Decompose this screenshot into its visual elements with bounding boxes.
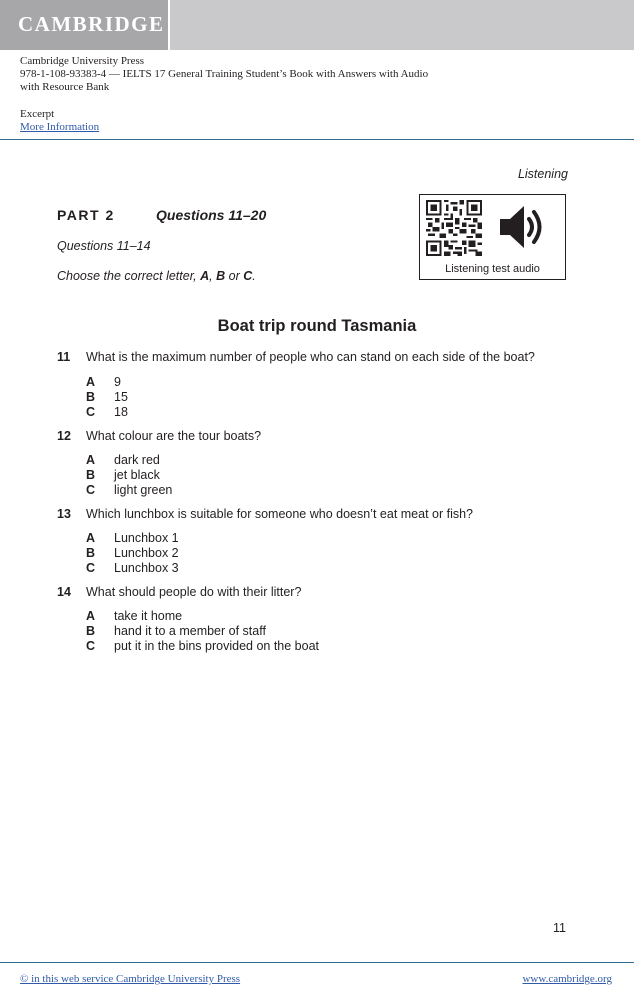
option-letter: B <box>86 546 96 560</box>
footer-divider <box>0 962 634 963</box>
option-letter: C <box>86 405 96 419</box>
brand-logo: CAMBRIDGE <box>18 12 165 36</box>
banner-divider <box>168 0 170 50</box>
q11-option-c[interactable] <box>0 405 634 421</box>
top-banner <box>0 0 634 50</box>
instruction-suffix: . <box>252 269 256 283</box>
excerpt-label: Excerpt <box>20 108 55 120</box>
option-letter: C <box>86 561 96 575</box>
book-title-line-2: with Resource Bank <box>20 81 110 93</box>
header-divider <box>0 139 634 140</box>
q12-option-b[interactable] <box>0 468 634 484</box>
option-text: dark red <box>114 453 160 467</box>
option-text: take it home <box>114 609 183 623</box>
instruction-letter-c: C <box>243 269 253 283</box>
option-text: jet black <box>114 468 160 482</box>
q14-option-a[interactable] <box>0 609 634 625</box>
option-text: 9 <box>114 375 121 389</box>
q13-option-b[interactable] <box>0 546 634 562</box>
option-text: hand it to a member of staff <box>114 624 266 638</box>
book-title-line-1: 978-1-108-93383-4 — IELTS 17 General Training Student’s Book with Answers with Audio <box>20 68 429 80</box>
section-label: Listening <box>517 167 568 181</box>
option-letter: B <box>86 468 96 482</box>
option-letter: A <box>86 609 96 623</box>
question-number: 13 <box>57 507 71 521</box>
question-number: 12 <box>57 429 71 443</box>
q14-option-b[interactable] <box>0 624 634 640</box>
part-title: PART 2 <box>57 207 115 223</box>
question-text: What colour are the tour boats? <box>86 429 262 443</box>
question-text: Which lunchbox is suitable for someone who doesn’t eat meat or fish? <box>86 507 474 521</box>
question-text: What is the maximum number of people who can stand on each side of the boat? <box>86 350 535 364</box>
q12-option-a[interactable] <box>0 453 634 469</box>
instruction-sep: , <box>209 269 217 283</box>
part-questions: Questions 11–20 <box>156 207 267 223</box>
instruction-letter-a: A <box>200 269 210 283</box>
question-range: Questions 11–14 <box>57 239 151 253</box>
q14-option-c[interactable] <box>0 639 634 655</box>
page-number: 11 <box>553 921 566 935</box>
copyright-link[interactable]: © in this web service Cambridge University Press <box>20 973 241 985</box>
q11-option-a[interactable] <box>0 375 634 391</box>
instruction-letter-b: B <box>216 269 226 283</box>
q12-option-c[interactable] <box>0 483 634 499</box>
option-letter: C <box>86 639 96 653</box>
speaker-icon[interactable] <box>498 203 550 251</box>
question-text: What should people do with their litter? <box>86 585 302 599</box>
option-letter: B <box>86 624 96 638</box>
option-text: 18 <box>114 405 128 419</box>
q11-option-b[interactable] <box>0 390 634 406</box>
document-title: Boat trip round Tasmania <box>217 317 417 335</box>
question-number: 14 <box>57 585 71 599</box>
cambridge-site-link[interactable]: www.cambridge.org <box>522 973 612 985</box>
instruction-prefix: Choose the correct letter, <box>57 269 201 283</box>
instruction-or: or <box>225 269 244 283</box>
publisher-line: Cambridge University Press <box>20 55 145 67</box>
option-text: Lunchbox 1 <box>114 531 179 545</box>
option-letter: A <box>86 375 96 389</box>
q13-option-c[interactable] <box>0 561 634 577</box>
option-text: light green <box>114 483 173 497</box>
qr-code-icon[interactable] <box>426 200 482 256</box>
q13-option-a[interactable] <box>0 531 634 547</box>
more-information-link[interactable]: More Information <box>20 121 100 133</box>
audio-box[interactable] <box>419 194 566 280</box>
option-text: Lunchbox 2 <box>114 546 179 560</box>
option-text: 15 <box>114 390 128 404</box>
option-text: put it in the bins provided on the boat <box>114 639 320 653</box>
question-number: 11 <box>57 350 71 364</box>
option-text: Lunchbox 3 <box>114 561 179 575</box>
instruction <box>57 269 256 283</box>
option-letter: B <box>86 390 96 404</box>
audio-caption: Listening test audio <box>445 263 540 275</box>
option-letter: A <box>86 531 96 545</box>
option-letter: C <box>86 483 96 497</box>
option-letter: A <box>86 453 96 467</box>
